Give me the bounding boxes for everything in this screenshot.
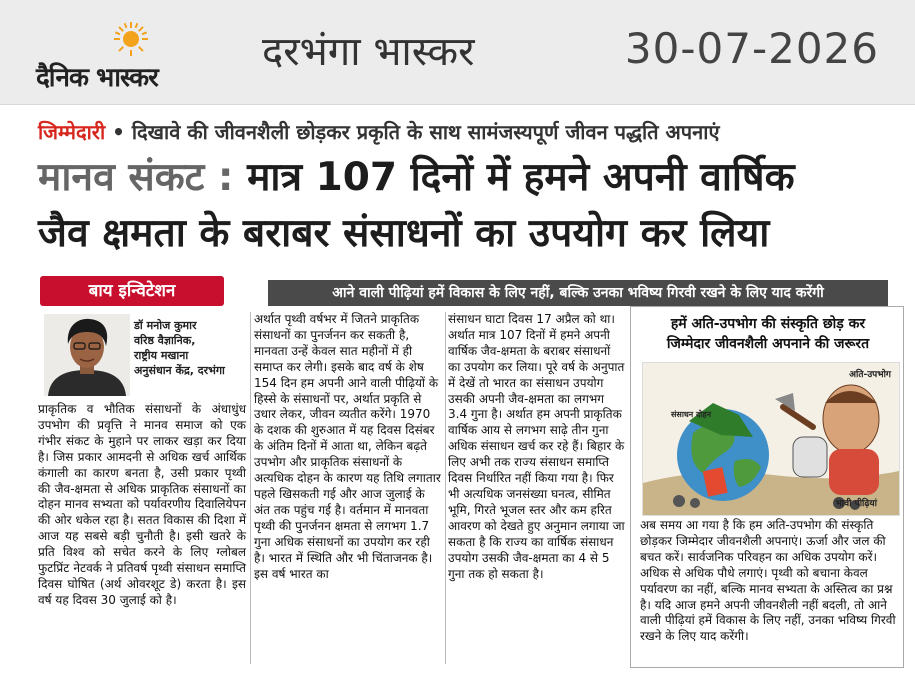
sun-logo-icon <box>114 22 148 56</box>
headline-prefix: मानव संकट : <box>38 155 234 200</box>
column-divider <box>445 312 446 664</box>
author-title2: राष्ट्रीय मखाना <box>134 349 189 362</box>
headline-line1: मात्र 107 दिनों में हमने अपनी वार्षिक <box>247 155 795 200</box>
author-title1: वरिष्ठ वैज्ञानिक, <box>134 334 196 347</box>
strap-line: आने वाली पीढ़ियां हमें विकास के लिए नहीं, बल्कि उनका भविष्य गिरवी रखने के लिए याद करेंगी <box>268 280 888 306</box>
sidebar-title-line2: जिम्मेदार जीवनशैली अपनाने की जरूरत <box>666 336 870 352</box>
cartoon-label-consumption: अति-उपभोग <box>849 370 891 380</box>
kicker-text: दिखावे की जीवनशैली छोड़कर प्रकृति के साथ सामंजस्यपूर्ण जीवन पद्धति अपनाएं <box>131 120 720 144</box>
cartoon-label-resource: संसाधन दोहन <box>671 410 712 419</box>
masthead <box>0 0 915 105</box>
sidebar-title-line1: हमें अति-उपभोग की संस्कृति छोड़ कर <box>670 316 866 332</box>
sidebar-box-text: अब समय आ गया है कि हम अति-उपभोग की संस्कृति छोड़कर जिम्मेदार जीवनशैली अपनाएं। ऊर्जा और जल की बचत करें। सार्वजनिक परिवहन का अधिक उपयोग करें। अधिक से अधिक पौधे लगाएं। पृथ्वी को बचाना केवल पर्यावरण का नहीं, बल्कि मानव सभ्यता के अस्तित्व का प्रश्न है। यदि आज हमने अपनी जीवनशैली नहीं बदली, तो आने वाली पीढ़ियां हमें विकास के लिए नहीं, उनका भविष्य गिरवी रखने के लिए याद करेंगी। <box>640 518 896 644</box>
author-info <box>134 318 234 378</box>
headline <box>38 150 898 262</box>
kicker <box>38 118 888 145</box>
edition-name: दरभंगा भास्कर <box>262 29 475 75</box>
sidebar-box-title <box>640 314 896 354</box>
article-column-3: संसाधन घाटा दिवस 17 अप्रैल को था। अर्थात मात्र 107 दिनों में हमने अपनी वार्षिक जैव-क्षमता के बराबर संसाधनों का उपयोग कर लिया। पूरे वर्ष के अनुपात में देखें तो भारत का संसाधन उपयोग उसकी अपनी जैव-क्षमता का लगभग 3.4 गुना है। अर्थात हम अपनी प्राकृतिक वार्षिक आय से लगभग साढ़े तीन गुना अधिक संसाधन खर्च कर रहे हैं। बिहार के लिए अभी तक राज्य संसाधन समाप्ति दिवस निर्धारित नहीं किया गया है। फिर भी अत्यधिक जनसंख्या घनत्व, सीमित भूमि, गिरते भूजल स्तर और कम हरित आवरण को देखते हुए अनुमान लगाया जा सकता है कि राज्य का वार्षिक संसाधन उपयोग उसकी जैव-क्षमता का 4 से 5 गुना तक हो सकता है। <box>448 312 625 581</box>
column-divider <box>250 312 251 664</box>
issue-date: 30-07-2026 <box>624 24 879 73</box>
kicker-separator: • <box>112 120 125 144</box>
article-column-2: अर्थात पृथ्वी वर्षभर में जितने प्राकृतिक संसाधनों का पुनर्जनन कर सकती है, मानवता उन्हें केवल सात महीनों में ही समाप्त कर लेगी। इसके बाद वर्ष के शेष 154 दिन हम अपनी आने वाली पीढ़ियों के हिस्से के संसाधनों पर, अर्थात प्रकृति से उधार लेकर, जीवन व्यतीत करेंगे। 1970 के दशक की शुरुआत में यह दिवस दिसंबर के अंतिम दिनों में आता था, लेकिन बढ़ते उपभोग और प्राकृतिक संसाधनों के अत्यधिक दोहन के कारण यह तिथि लगातार पहले खिसकती गई और आज जुलाई के अंत तक पहुंच गई है। वर्तमान में मानवता पृथ्वी की पुनर्जनन क्षमता से लगभग 1.7 गुना अधिक संसाधनों का उपयोग कर रही है। भारत में स्थिति और भी चिंताजनक है। इस वर्ष भारत का <box>254 312 441 581</box>
author-portrait-icon <box>44 314 130 396</box>
author-title3: अनुसंधान केंद्र, दरभंगा <box>134 364 225 377</box>
headline-line2: जैव क्षमता के बराबर संसाधनों का उपयोग कर लिया <box>38 211 770 256</box>
kicker-label: जिम्मेदारी <box>38 120 106 144</box>
overconsumption-cartoon-icon <box>643 363 899 515</box>
byline-tag: बाय इन्विटेशन <box>40 276 224 306</box>
author-photo <box>44 314 130 396</box>
logo-text: दैनिक भास्कर <box>36 63 158 93</box>
article-column-1: प्राकृतिक व भौतिक संसाधनों के अंधाधुंध उपभोग की प्रवृत्ति ने मानव समाज को एक गंभीर संकट के मुहाने पर लाकर खड़ा कर दिया है। जिस प्रकार आमदनी से अधिक खर्च आर्थिक कंगाली का कारण बनता है, उसी प्रकार पृथ्वी की जैव-क्षमता से अधिक प्राकृतिक संसाधनों का दोहन मानव सभ्यता को पर्यावरणीय दिवालियेपन की ओर धकेल रहा है। सतत विकास की दिशा में आज यह सबसे बड़ी चुनौती है। इसी खतरे के प्रति विश्व को सचेत करने के लिए ग्लोबल फुटप्रिंट नेटवर्क ने प्रतिवर्ष पृथ्वी संसाधन समाप्ति दिवस घोषित (अर्थ ओवरशूट डे) करता है। इस वर्ष यह दिवस 30 जुलाई को है। <box>38 402 246 607</box>
cartoon-label-future: भावी पीढ़ियां <box>835 499 877 509</box>
author-name: डॉ मनोज कुमार <box>134 319 197 332</box>
cartoon-illustration <box>642 362 900 516</box>
newspaper-logo <box>36 20 236 93</box>
